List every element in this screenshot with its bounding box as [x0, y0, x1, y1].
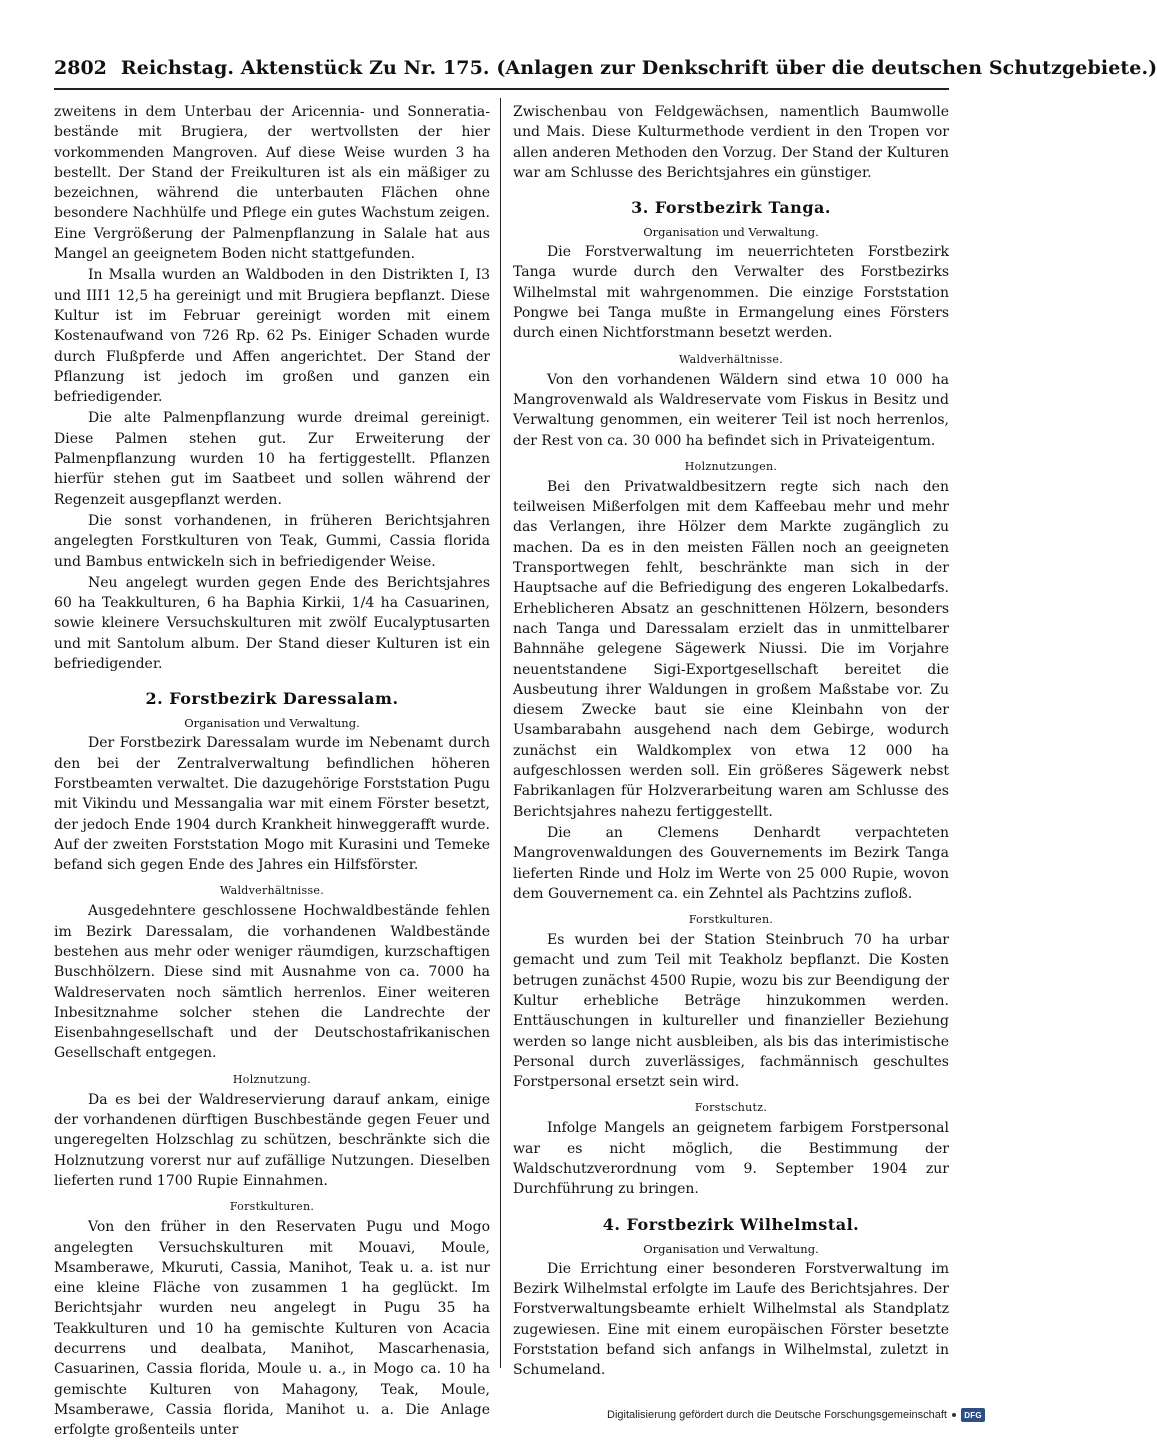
- paragraph: Die Forstverwaltung im neuerrichteten Forstbezirk Tanga wurde durch den Verwalter des Forstbezirks Wilhelmstal mit wahrgenommen. Die einzige Forststation Pongwe bei Tanga mußte in Ermangelung eines Försters durch einen Nichtforstmann besetzt werden.: [513, 244, 949, 342]
- subheading-forstkulturen: Forstkulturen.: [688, 913, 774, 927]
- subheading-organisation: Organisation und Verwaltung.: [184, 716, 360, 731]
- running-head-title: Reichstag. Aktenstück Zu Nr. 175. (Anlagen zur Denkschrift über die deutschen Schutzgebiete.): [120, 57, 1157, 79]
- subheading-forstkulturen: Forstkulturen.: [229, 1200, 315, 1214]
- credit-text: Digitalisierung gefördert durch die Deutsche Forschungsgemeinschaft: [607, 1409, 947, 1421]
- right-column: [513, 102, 949, 1381]
- paragraph: zweitens in dem Unterbau der Aricennia- und Sonneratia-bestände mit Brugiera, der wertvollsten der hier vorkommenden Mangroven. Auf diese Weise wurden 3 ha bestellt. Der Stand der Freikulturen ist als ein mäßiger zu bezeichnen, während die unterbauten Flächen ohne besondere Nachhülfe und Pflege ein gutes Wachstum zeigen. Eine Vergrößerung der Palmenpflanzung in Salale hat aus Mangel an geeignetem Boden nicht stattgefunden.: [54, 104, 490, 263]
- paragraph: Der Forstbezirk Daressalam wurde im Nebenamt durch den bei der Zentralverwaltung befindlichen höheren Forstbeamten verwaltet. Die dazugehörige Forststation Pugu mit Vikindu und Messangalia war mit einem Förster besetzt, der jedoch Ende 1904 durch Krankheit hinweggerafft wurde. Auf der zweiten Forststation Mogo mit Kurasini und Temeke befand sich gegen Ende des Jahres ein Hilfsförster.: [54, 735, 490, 874]
- paragraph: Es wurden bei der Station Steinbruch 70 ha urbar gemacht und zum Teil mit Teakholz bepflanzt. Die Kosten betrugen zunächst 4500 Rupie, wozu bis zur Beendigung der Kultur erhebliche Beträge hinzukommen werden. Enttäuschungen in kultureller und finanzieller Beziehung werden so lange nicht ausbleiben, als bis das interimistische Personal durch zuverlässiges, fachmännisch geschultes Forstpersonal ersetzt sein wird.: [513, 932, 949, 1091]
- paragraph: Die Errichtung einer besonderen Forstverwaltung im Bezirk Wilhelmstal erfolgte im Laufe des Berichtsjahres. Der Forstverwaltungsbeamte erhielt Wilhelmstal als Standplatz zugewiesen. Eine mit einem europäischen Förster besetzte Forststation befand sich anfangs in Wilhelmstal, zuletzt in Schumeland.: [513, 1260, 949, 1379]
- section-heading-daressalam: 2. Forstbezirk Daressalam.: [145, 689, 399, 709]
- subheading-organisation: Organisation und Verwaltung.: [643, 1241, 819, 1256]
- dfg-logo: DFG: [961, 1408, 985, 1422]
- paragraph: Neu angelegt wurden gegen Ende des Berichtsjahres 60 ha Teakkulturen, 6 ha Baphia Kirkii, 1/4 ha Casuarinen, sowie kleinere Versuchskulturen mit zwölf Eucalyptusarten und mit Santolum album. Der Stand dieser Kulturen ist ein befriedigender.: [54, 574, 490, 673]
- paragraph: Von den vorhandenen Wäldern sind etwa 10 000 ha Mangrovenwald als Waldreservate vom Fiskus in Besitz und Verwaltung genommen, ein weiterer Teil ist noch herrenlos, der Rest von ca. 30 000 ha befindet sich in Privateigentum.: [513, 371, 949, 449]
- digitization-credit: [590, 1408, 985, 1422]
- subheading-waldverhaeltnisse: Waldverhältnisse.: [678, 352, 784, 366]
- section-heading-tanga: 3. Forstbezirk Tanga.: [631, 198, 831, 218]
- separator-dot: [952, 1413, 956, 1417]
- running-header: [54, 56, 1157, 80]
- paragraph: Von den früher in den Reservaten Pugu und Mogo angelegten Versuchskulturen mit Mouavi, Moule, Msamberawe, Mkuruti, Cassia, Manihot, Teak u. a. ist nur eine kleine Fläche von zusammen 1 ha geglückt. Im Berichtsjahr wurden neu angelegt in Pugu 35 ha Teakkulturen und 10 ha gemischte Kulturen von Acacia decurrens und dealbata, Manihot, Mascarhenasia, Casuarinen, Cassia florida, Moule u. a., in Mogo ca. 10 ha gemischte Kulturen von Mahagony, Teak, Moule, Msamberawe, Cassia florida, Manihot u. a. Die Anlage erfolgte großenteils unter: [54, 1219, 490, 1439]
- subheading-forstschutz: Forstschutz.: [694, 1101, 768, 1115]
- header-rule: [54, 88, 949, 90]
- left-column: [54, 102, 490, 1442]
- paragraph: In Msalla wurden an Waldboden in den Distrikten I, I3 und III1 12,5 ha gereinigt und mit Brugiera bepflanzt. Diese Kultur ist im Februar gereinigt worden mit einem Kostenaufwand von 726 Rp. 62 Ps. Einiger Schaden wurde durch Flußpferde und Affen angerichtet. Der Stand der Pflanzung ist jedoch im großen und ganzen ein befriedigender.: [54, 267, 490, 406]
- subheading-holznutzung: Holznutzung.: [232, 1072, 312, 1086]
- paragraph: Zwischenbau von Feldgewächsen, namentlich Baumwolle und Mais. Diese Kulturmethode verdient in den Tropen vor allen anderen Methoden den Vorzug. Der Stand der Kulturen war am Schlusse des Berichtsjahres ein günstiger.: [513, 104, 949, 181]
- section-heading-wilhelmstal: 4. Forstbezirk Wilhelmstal.: [602, 1214, 860, 1234]
- paragraph: Bei den Privatwaldbesitzern regte sich nach den teilweisen Mißerfolgen mit dem Kaffeebau mehr und mehr das Verlangen, ihre Hölzer dem Markte zugänglich zu machen. Da es in den meisten Fällen noch an geeigneten Transportwegen fehlt, beschränkte man sich in der Hauptsache auf die Befriedigung des engeren Lokalbedarfs. Erheblicheren Absatz an geschnittenen Hölzern, besonders nach Tanga und Daressalam erzielt das in unmittelbarer Bahnnähe gelegene Sägewerk Niussi. Die im Vorjahre neuentstandene Sigi-Exportgesellschaft bereitet die Ausbeutung ihrer Waldungen in großem Maßstabe vor. Zu diesem Zwecke baut sie eine Kleinbahn von der Usambarabahn ausgehend nach dem Gebirge, wodurch zunächst ein Waldkomplex von etwa 12 000 ha aufgeschlossen werden soll. Ein größeres Sägewerk nebst Fabrikanlagen für Holzverarbeitung waren am Schlusse des Berichtsjahres nahezu fertiggestellt.: [513, 478, 949, 820]
- paragraph: Ausgedehntere geschlossene Hochwaldbestände fehlen im Bezirk Daressalam, die vorhandenen Waldbestände bestehen aus mehr oder weniger räumdigen, kurzschaftigen Buschhölzern. Diese sind mit Ausnahme von ca. 7000 ha Waldreservaten noch sämtlich herrenlos. Einer weiteren Inbesitznahme solcher stehen die Landrechte der Eisenbahngesellschaft und der Deutschostafrikanischen Gesellschaft entgegen.: [54, 903, 490, 1062]
- subheading-waldverhaeltnisse: Waldverhältnisse.: [219, 884, 325, 898]
- subheading-holznutzungen: Holznutzungen.: [684, 459, 778, 473]
- paragraph: Da es bei der Waldreservierung darauf ankam, einige der vorhandenen dürftigen Buschbestände gegen Feuer und ungeregelten Holzschlag zu schützen, beschränkte sich die Holznutzung vorerst nur auf zufällige Nutzungen. Dieselben lieferten rund 1700 Rupie Einnahmen.: [54, 1091, 490, 1189]
- paragraph: Die an Clemens Denhardt verpachteten Mangrovenwaldungen des Gouvernements im Bezirk Tanga lieferten Rinde und Holz im Werte von 25 000 Rupie, wovon dem Gouvernement ca. ein Zehntel als Pachtzins zufloß.: [513, 824, 949, 902]
- paragraph: Die sonst vorhandenen, in früheren Berichtsjahren angelegten Forstkulturen von Teak, Gummi, Cassia florida und Bambus entwickeln sich in befriedigender Weise.: [54, 512, 490, 570]
- subheading-organisation: Organisation und Verwaltung.: [643, 225, 819, 240]
- paragraph: Die alte Palmenpflanzung wurde dreimal gereinigt. Diese Palmen stehen gut. Zur Erweiterung der Palmenpflanzung wurden 10 ha fertiggestellt. Pflanzen hierfür stehen gut im Saatbeet und sollen während der Regenzeit ausgepflanzt werden.: [54, 410, 490, 508]
- paragraph: Infolge Mangels an geignetem farbigem Forstpersonal war es nicht möglich, die Bestimmung der Waldschutzverordnung vom 9. September 1904 zur Durchführung zu bringen.: [513, 1120, 949, 1198]
- column-divider: [500, 98, 501, 1368]
- page-number: 2802: [54, 57, 107, 79]
